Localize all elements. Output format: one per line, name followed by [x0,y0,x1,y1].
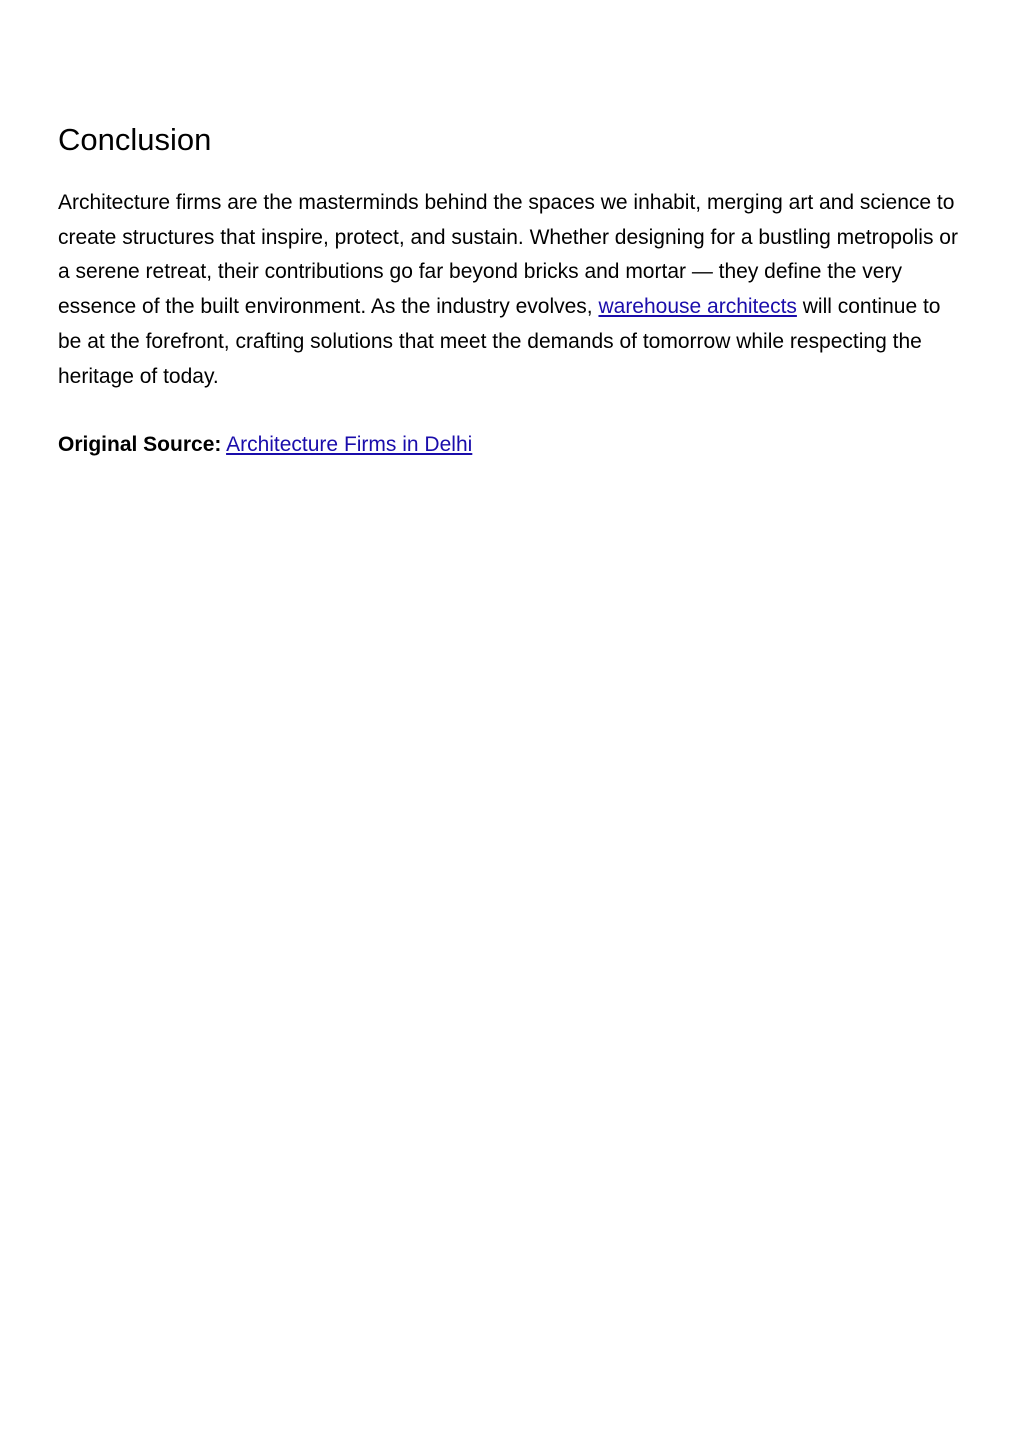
original-source-line [58,428,472,462]
source-link[interactable]: Architecture Firms in Delhi [226,433,473,456]
paragraph-text-end: will continue to be at the forefront, crafting solutions that meet the demands of tomorrow while respecting the heritage of today. [58,295,941,388]
warehouse-architects-link[interactable]: warehouse architects [598,295,797,319]
conclusion-paragraph [58,186,968,394]
section-heading: Conclusion [58,122,212,157]
source-label: Original Source: [58,433,222,456]
paragraph-text-start: Architecture firms are the masterminds behind the spaces we inhabit, merging art and science to create structures that inspire, protect, and sustain. Whether designing for a bustling metropolis or a serene retreat, their contributions go far beyond bricks and mortar — they define the very essence of the built environment. As the industry evolves, [58,191,958,319]
